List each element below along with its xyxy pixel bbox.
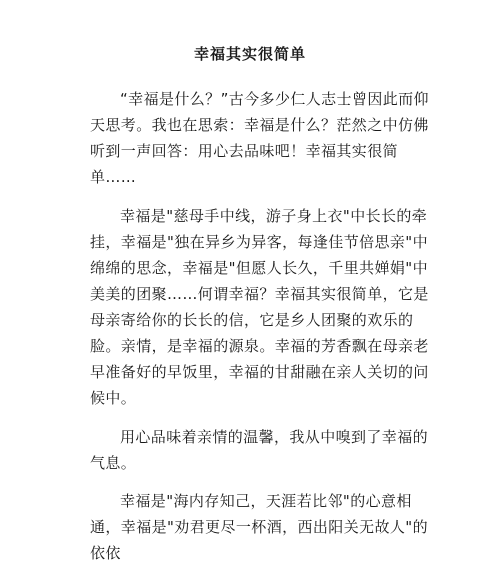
article-title: 幸福其实很简单 — [193, 45, 306, 63]
paragraph-2: 幸福是"慈母手中线，游子身上衣"中长长的牵挂，幸福是"独在异乡为异客，每逢佳节倍思亲"中绵绵的思念，幸福是"但愿人长久，千里共婵娟"中美美的团聚……何谓幸福？幸福其实很简单，它是母亲寄给你的长长的信，它是乡人团聚的欢乐的脸。亲情，是幸福的源泉。幸福的芳香飘在母亲老早准备好的早饭里，幸福的甘甜融在亲人关切的问候中。 — [90, 207, 429, 407]
paragraph-3: 用心品味着亲情的温馨，我从中嗅到了幸福的气息。 — [90, 428, 429, 472]
paragraph-4: 幸福是"海内存知己，天涯若比邻"的心意相通，幸福是"劝君更尽一杯酒，西出阳关无故人"的依依 — [90, 492, 429, 562]
paragraph-1: “幸福是什么？”古今多少仁人志士曾因此而仰天思考。我也在思索：幸福是什么？茫然之中仿佛听到一声回答：用心去品味吧！幸福其实很简单…… — [90, 90, 429, 186]
